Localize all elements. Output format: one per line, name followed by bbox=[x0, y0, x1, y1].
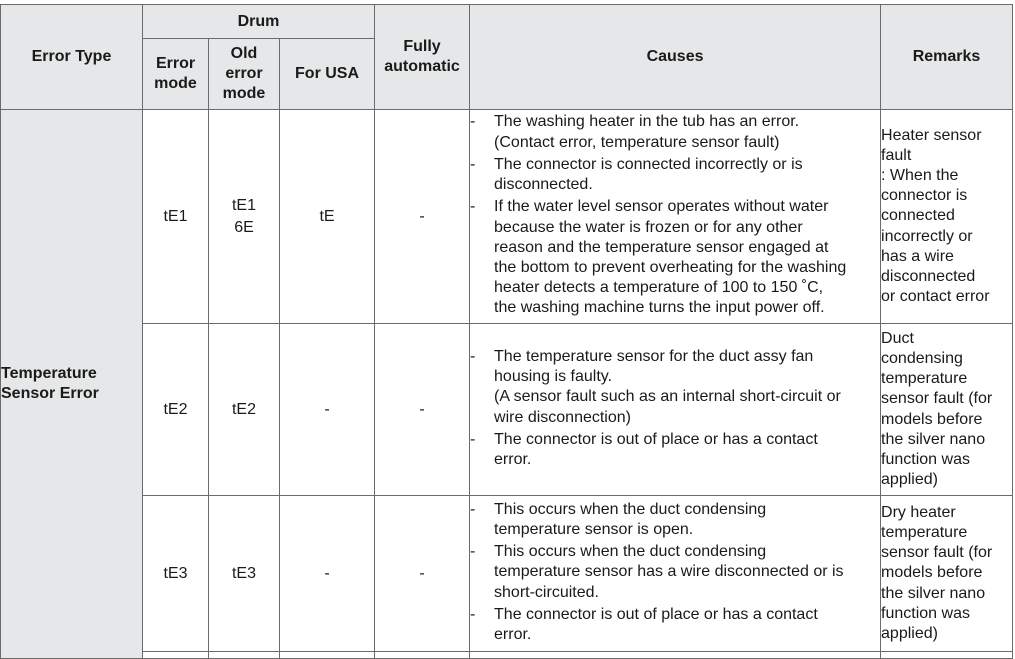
causes-list bbox=[470, 112, 880, 318]
table-row bbox=[1, 324, 1013, 496]
bullet-dash: - bbox=[470, 198, 476, 216]
table-row bbox=[1, 496, 1013, 652]
cause-item: - This occurs when the duct condensing temperature sensor is open. bbox=[470, 500, 767, 538]
bullet-dash: - bbox=[470, 500, 476, 518]
error-mode-cell: tE3 bbox=[143, 496, 209, 652]
empty-cell bbox=[143, 652, 209, 659]
old-error-mode-cell: tE1 6E bbox=[209, 110, 280, 324]
bullet-dash: - bbox=[470, 605, 476, 623]
remarks-cell: Dry heater temperature sensor fault (for models before the silver nano function was applied) bbox=[881, 496, 1013, 652]
header-drum: Drum bbox=[143, 5, 375, 39]
header-causes: Causes bbox=[470, 5, 881, 110]
for-usa-cell: tE bbox=[280, 110, 375, 324]
cause-item: - The temperature sensor for the duct assy fan housing is faulty. (A sensor fault such as an internal short-circuit or wire disconnection) bbox=[470, 347, 841, 426]
table-row bbox=[1, 110, 1013, 324]
bullet-dash: - bbox=[470, 430, 476, 448]
bullet-dash: - bbox=[470, 155, 476, 173]
causes-list bbox=[470, 347, 880, 470]
header-old-error-mode: Old error mode bbox=[209, 39, 280, 110]
header-for-usa: For USA bbox=[280, 39, 375, 110]
error-type-cell: Temperature Sensor Error bbox=[1, 110, 143, 659]
remarks-cell: Duct condensing temperature sensor fault (for models before the silver nano function was applied) bbox=[881, 324, 1013, 496]
bullet-dash: - bbox=[470, 113, 476, 131]
empty-cell bbox=[375, 652, 470, 659]
remarks-cell: Heater sensor fault : When the connector is connected incorrectly or has a wire disconnected or contact error bbox=[881, 110, 1013, 324]
empty-cell bbox=[280, 652, 375, 659]
header-fully-automatic: Fully automatic bbox=[375, 5, 470, 110]
fully-automatic-cell: - bbox=[375, 110, 470, 324]
table-row-continued bbox=[1, 652, 1013, 659]
for-usa-cell: - bbox=[280, 324, 375, 496]
cause-item: - This occurs when the duct condensing temperature sensor has a wire disconnected or is short-circuited. bbox=[470, 543, 844, 601]
header-remarks: Remarks bbox=[881, 5, 1013, 110]
cause-item: - The connector is out of place or has a contact error. bbox=[470, 605, 818, 643]
empty-cell bbox=[470, 652, 881, 659]
old-error-mode-cell: tE3 bbox=[209, 496, 280, 652]
error-mode-cell: tE1 bbox=[143, 110, 209, 324]
cause-item: - If the water level sensor operates without water because the water is frozen or for any other reason and the temperature sensor engaged at the bottom to prevent overheating for the washing heater detects a temperature of 100 to 150 ˚C, the washing machine turns the input power off. bbox=[470, 198, 847, 317]
header-error-type: Error Type bbox=[1, 5, 143, 110]
error-code-table bbox=[0, 4, 1013, 659]
for-usa-cell: - bbox=[280, 496, 375, 652]
empty-cell bbox=[881, 652, 1013, 659]
empty-cell bbox=[209, 652, 280, 659]
cause-item: - The connector is connected incorrectly or is disconnected. bbox=[470, 155, 803, 194]
bullet-dash: - bbox=[470, 543, 476, 561]
old-error-mode-cell: tE2 bbox=[209, 324, 280, 496]
fully-automatic-cell: - bbox=[375, 496, 470, 652]
causes-list bbox=[470, 500, 880, 645]
causes-cell bbox=[470, 324, 881, 496]
fully-automatic-cell: - bbox=[375, 324, 470, 496]
bullet-dash: - bbox=[470, 347, 476, 365]
causes-cell bbox=[470, 110, 881, 324]
cause-item: - The washing heater in the tub has an error. (Contact error, temperature sensor fault) bbox=[470, 113, 800, 151]
error-mode-cell: tE2 bbox=[143, 324, 209, 496]
causes-cell bbox=[470, 496, 881, 652]
cause-item: - The connector is out of place or has a contact error. bbox=[470, 430, 818, 468]
header-error-mode: Error mode bbox=[143, 39, 209, 110]
